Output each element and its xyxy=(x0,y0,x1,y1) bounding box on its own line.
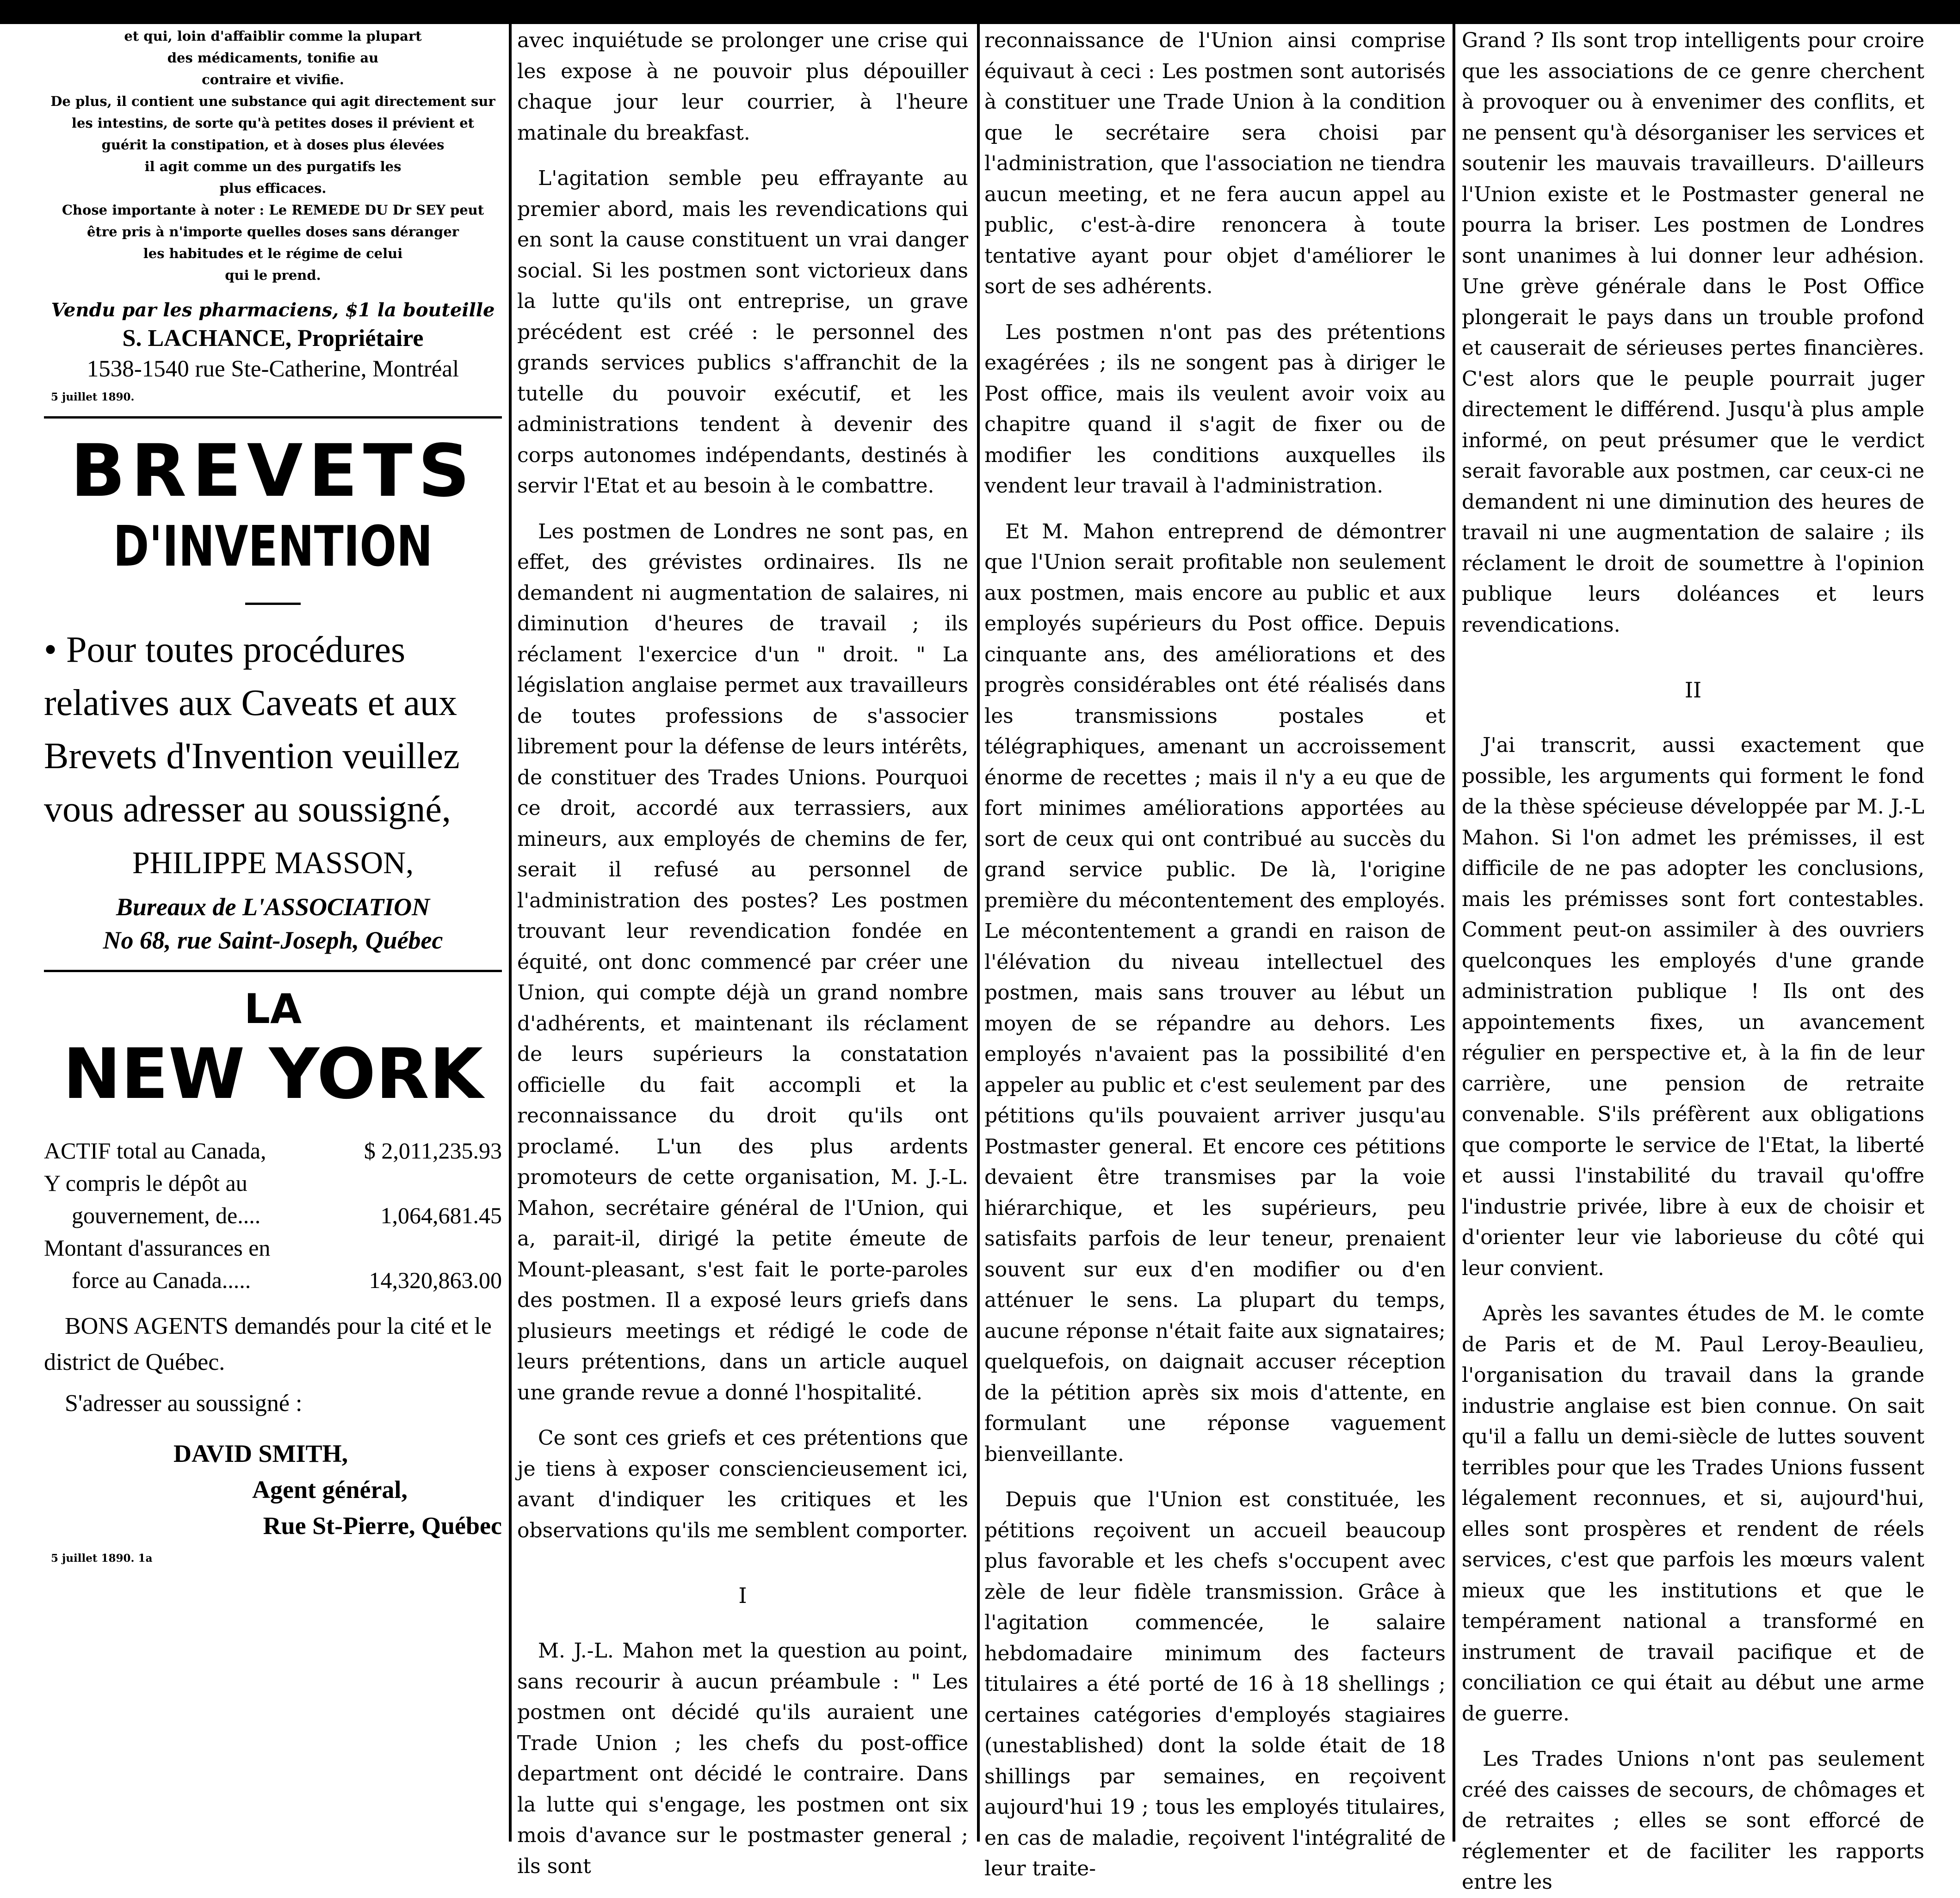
ad-line: Chose importante à noter : Le REMEDE DU Dr SEY peut xyxy=(62,202,484,218)
short-divider xyxy=(245,603,301,605)
paragraph: Et M. Mahon entreprend de démontrer que l'Union serait profitable non seulement aux postmen, mais encore au public et aux employés supérieurs du Post office. Depuis cinquante ans, des améliorations et des progrès considérables ont été réalisés dans les transmissions postales et télégraphiques, amenant un accroissement énorme de recettes ; mais il n'y a eu que de fort minimes améliorations apportées au sort de ceux qui ont contribué au succès du grand service public. De là, l'origine première du mécontentement des employés. Le mécontentement a grandi en raison de l'élévation du niveau intellectuel des postmen, mais sans trouver au lébut un moyen de se répandre au dehors. Les employés n'avaient pas la possibilité d'en appeler au public et c'est seulement par des pétitions qu'ils pouvaient arriver jusqu'au Postmaster general. Et encore ces pétitions devaient être transmises par la voie hiérarchique, et les supérieurs, peu satisfaits parfois de leur teneur, prenaient souvent sur eux d'en modifier ou d'en atténuer le sens. La plupart du temps, aucune réponse n'était faite aux signataires; quelquefois, on daignait accuser réception de la pétition après six mois d'attente, en formulant une réponse vaguement bienveillante. xyxy=(984,519,1446,1466)
ad-brevets-title: BREVETS xyxy=(70,429,476,513)
ad-line: les intestins, de sorte qu'à petites doses il prévient et xyxy=(71,115,475,131)
paragraph: J'ai transcrit, aussi exactement que possible, les arguments qui forment le fond de la thèse spécieuse développée par M. J.-L Mahon. Si l'on admet les prémisses, il est difficile de ne pas adopter les conclusions, mais les prémisses sont fort contestables. Comment peut-on assimiler à des ouvriers quelconques les employés d'une grande administration publique ! Ils ont des appointements fixes, un avancement régulier en perspective et, à la fin de leur carrière, une pension de retraite convenable. S'ils préfèrent aux obligations que comporte le service de l'Etat, la liberté et aussi l'instabilité du travail qu'offre l'industrie privée, libre à eux de choisir et d'orienter leur vie laborieuse du côté qui leur convient. xyxy=(1462,733,1924,1280)
ad-newyork-la: LA xyxy=(244,985,302,1033)
ad-newyork-agent: DAVID SMITH, xyxy=(173,1440,348,1467)
top-black-bar xyxy=(0,0,1960,24)
ad-line: des médicaments, tonifie au xyxy=(167,50,379,66)
figure-row: ACTIF total au Canada, $ 2,011,235.93 xyxy=(44,1138,502,1164)
ad-newyork-wanted: BONS AGENTS demandés pour la cité et le district de Québec. xyxy=(44,1313,492,1375)
ad-line: et qui, loin d'affaiblir comme la plupart xyxy=(124,28,422,44)
ad-line: plus efficaces. xyxy=(219,180,327,196)
ad-newyork-agent-address: Rue St-Pierre, Québec xyxy=(263,1512,502,1540)
ad-brevets-body: • Pour toutes procédures relatives aux Caveats et aux Brevets d'Invention veuillez vous adresser au soussigné, xyxy=(44,629,460,830)
paragraph: avec inquiétude se prolonger une crise qui les expose à ne pouvoir plus dépouiller chaque jour leur courrier, à l'heure matinale du breakfast. xyxy=(517,29,968,145)
ad-line: être pris à n'importe quelles doses sans déranger xyxy=(87,224,459,240)
paragraph: L'agitation semble peu effrayante au premier abord, mais les revendications qui en sont la cause constituent un vrai danger social. Si les postmen sont victorieux dans la lutte qu'ils ont entreprise, un grave précédent est créé : le personnel des grands services publics s'affranchit de la tutelle du pouvoir exécutif, et les administrations tendent à devenir des corps autonomes indépendants, destinés à servir l'Etat et au besoin à le combattre. xyxy=(517,166,968,498)
paragraph: reconnaissance de l'Union ainsi comprise équivaut à ceci : Les postmen sont autorisés à constituer une Trade Union à la condition que le secrétaire sera choisi par l'administration, que l'association ne tiendra aucun meeting, et ne fera aucun appel au public, c'est-à-dire renoncera à toute tentative ayant pour objet d'améliorer le sort de ses adhérents. xyxy=(984,29,1446,298)
ad-newyork-title: NEW YORK xyxy=(62,1034,483,1115)
ad-line: les habitudes et le régime de celui xyxy=(143,246,403,261)
ad-line: contraire et vivifie. xyxy=(202,72,344,87)
ad-sey-address: 1538-1540 rue Ste-Catherine, Montréal xyxy=(87,356,459,382)
article-column xyxy=(517,25,968,1878)
column-rule xyxy=(1453,24,1455,1842)
paragraph: M. J.-L. Mahon met la question au point, sans recourir à aucun préambule : " Les postmen ont décidé qu'ils auraient une Trade Union ; les chefs du post-office department ont décidé le contraire. Dans la lutte qui s'engage, les postmen ont six mois d'avance sur le postmaster general ; ils sont xyxy=(517,1639,968,1878)
ad-newyork-date: 5 juillet 1890. 1a xyxy=(51,1552,153,1565)
figure-row: gouvernement, de.... 1,064,681.45 xyxy=(72,1202,502,1228)
column-rule xyxy=(977,24,980,1842)
paragraph: Depuis que l'Union est constituée, les pétitions reçoivent un accueil beaucoup plus favorable et les chefs s'occupent avec zèle de leur fidèle transmission. Grâce à l'agitation commencée, le salaire hebdomadaire minimum des facteurs titulaires a été porté de 16 à 18 shellings ; certaines catégories d'employés stagiaires (unestablished) dont la solde était de 18 shillings par semaines, en reçoivent aujourd'hui 19 ; tous les employés titulaires, en cas de maladie, reçoivent l'intégralité de leur traite- xyxy=(984,1488,1446,1880)
ad-line: De plus, il contient une substance qui agit directement sur xyxy=(50,93,495,109)
figure-row: Montant d'assurances en xyxy=(44,1235,271,1261)
paragraph: Ce sont ces griefs et ces prétentions que je tiens à exposer consciencieusement ici, avant d'indiquer les critiques et les observations qu'ils me semblent comporter. xyxy=(517,1426,968,1542)
ad-newyork-contact: S'adresser au soussigné : xyxy=(65,1390,303,1417)
paragraph: Les postmen de Londres ne sont pas, en effet, des grévistes ordinaires. Ils ne demandent ni augmentation de salaires, ni diminution d'heures de travail ; ils réclament l'exercice d'un " droit. " La législation anglaise permet aux travailleurs de toutes professions de s'associer librement pour la défense de leurs intérêts, de constituer des Trades Unions. Pourquoi ce droit, accordé aux terrassiers, aux mineurs, aux employés de chemins de fer, serait il refusé au personnel de l'administration des postes? Les postmen trouvant leur revendication fondée en équité, ont donc commencé par créer une Union, qui compte déjà un grand nombre d'adhérents, et maintenant ils réclament de leurs supérieurs la constatation officielle du fait accompli et la reconnaissance du droit qu'ils ont proclamé. L'un des plus ardents promoteurs de cette organisation, M. J.-L. Mahon, secrétaire général de l'Union, qui a, parait-il, dirigé la petite émeute de Mount-pleasant, s'est fait le porte-paroles des postmen. Il a exposé leurs griefs dans plusieurs meetings et rédigé le code de leurs prétentions, dans un article auquel une grande revue a donné l'hospitalité. xyxy=(517,519,968,1405)
paragraph: Grand ? Ils sont trop intelligents pour croire que les associations de ce genre cherchent à provoquer ou à envenimer des conflits, et ne pensent qu'à désorganiser les services et soutenir les mauvais travailleurs. D'ailleurs l'Union existe et le Postmaster general ne pourra la briser. Les postmen de Londres sont unanimes à lui donner leur adhésion. Une grève générale dans le Post Office plongerait le pays dans un trouble profond et causerait de sérieuses pertes financières. C'est alors que le peuple pourrait juger directement le différend. Jusqu'à plus ample informé, on peut présumer que le verdict serait favorable aux postmen, car ceux-ci ne demandent ni une diminution des heures de travail ni une augmentation de salaire ; ils réclament le droit de soumettre à l'opinion publique leurs doléances et leurs revendications. xyxy=(1462,29,1924,637)
section-number: I xyxy=(738,1583,747,1608)
divider xyxy=(44,970,502,972)
advertisement-column xyxy=(44,25,502,1852)
ad-sey-owner: S. LACHANCE, Propriétaire xyxy=(122,325,424,351)
ad-newyork-agent-title: Agent général, xyxy=(252,1476,408,1504)
paragraph: Après les savantes études de M. le comte de Paris et de M. Paul Leroy-Beaulieu, l'organisation du travail dans la grande industrie anglaise est bien connue. On sait qu'il a fallu un demi-siècle de luttes souvent terribles pour que les Trades Unions fussent légalement reconnues, et si, aujourd'hui, elles sont prospères et rendent de réels services, c'est que parfois les mœurs valent mieux que les institutions et que le tempérament national a transformé en instrument de travail pacifique et de conciliation ce qui était au début une arme de guerre. xyxy=(1462,1302,1924,1725)
divider xyxy=(44,416,502,419)
ad-brevets-address: No 68, rue Saint-Joseph, Québec xyxy=(103,926,443,954)
ad-sey-price: Vendu par les pharmaciens, $1 la bouteille xyxy=(51,299,495,321)
ad-line: il agit comme un des purgatifs les xyxy=(144,159,402,174)
section-number: II xyxy=(1684,678,1702,703)
article-column xyxy=(984,25,1446,1880)
column-rule xyxy=(509,24,512,1842)
ad-newyork-figures xyxy=(44,1134,502,1296)
paragraph: Les Trades Unions n'ont pas seulement créé des caisses de secours, de chômages et de retraites ; elles se sont efforcé de réglementer et de faciliter les rapports entre les xyxy=(1462,1747,1924,1894)
figure-row: force au Canada..... 14,320,863.00 xyxy=(72,1267,502,1293)
ad-brevets-subtitle: D'INVENTION xyxy=(113,515,433,579)
ad-sey-text xyxy=(44,25,502,286)
ad-brevets-bureau: Bureaux de L'ASSOCIATION xyxy=(116,893,430,921)
ad-brevets-name: PHILIPPE MASSON, xyxy=(132,845,414,880)
paragraph: Les postmen n'ont pas des prétentions exagérées ; ils ne songent pas à diriger le Post office, mais ils veulent avoir voix au chapitre quand il s'agit de fixer ou de modifier les conditions auxquelles ils vendent leur travail à l'administration. xyxy=(984,320,1446,498)
figure-row: Y compris le dépôt au xyxy=(44,1170,247,1196)
article-column xyxy=(1462,25,1924,1894)
ad-line: qui le prend. xyxy=(225,267,321,283)
ad-sey-date: 5 juillet 1890. xyxy=(51,391,135,403)
ad-line: guérit la constipation, et à doses plus élevées xyxy=(101,137,445,153)
